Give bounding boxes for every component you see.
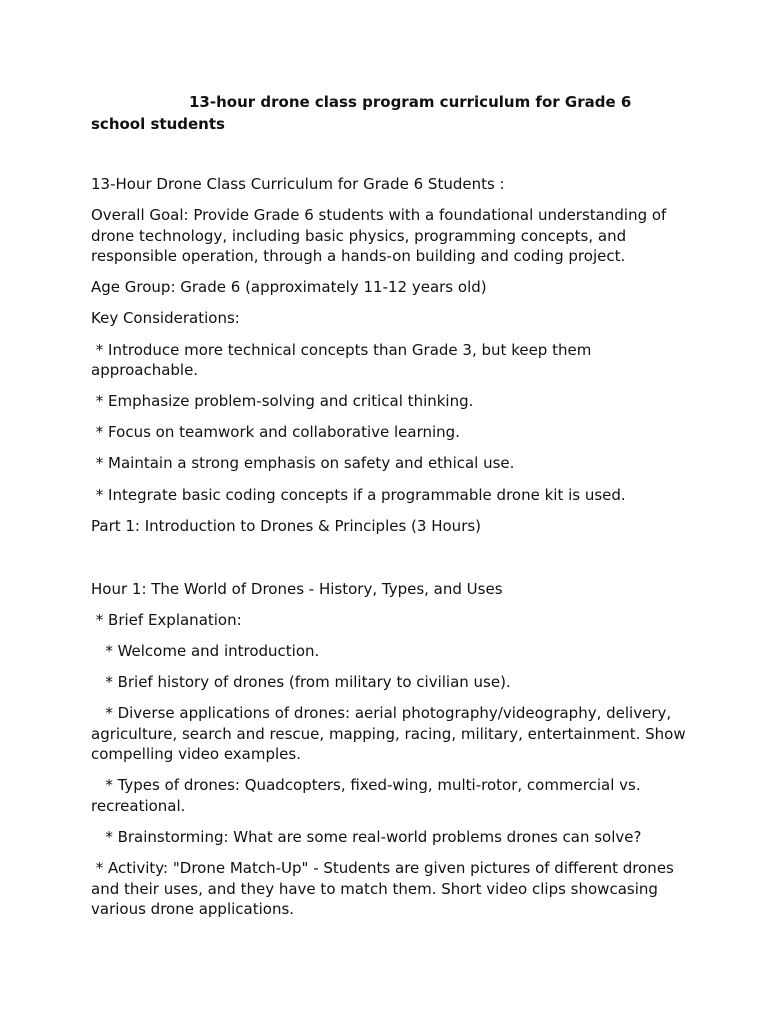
list-item: * Emphasize problem-solving and critical thinking. xyxy=(91,392,474,411)
paragraph: Overall Goal: Provide Grade 6 students with a foundational understanding of drone technology, including basic physics, programming concepts, and responsible operation, through a hands-on building and coding project. xyxy=(91,206,672,266)
section-spacer xyxy=(91,547,691,579)
document-title xyxy=(91,91,691,135)
document-body xyxy=(91,174,691,930)
paragraph: Age Group: Grade 6 (approximately 11-12 years old) xyxy=(91,278,487,297)
list-item: * Types of drones: Quadcopters, fixed-wing, multi-rotor, commercial vs. recreational. xyxy=(91,776,646,815)
list-item: * Integrate basic coding concepts if a programmable drone kit is used. xyxy=(91,485,626,504)
list-item: * Diverse applications of drones: aerial photography/videography, delivery, agriculture, search and rescue, mapping, racing, military, entertainment. Show compelling video examples. xyxy=(91,704,691,764)
section-heading: Part 1: Introduction to Drones & Principles (3 Hours) xyxy=(91,516,482,535)
subsection-heading: Hour 1: The World of Drones - History, Types, and Uses xyxy=(91,579,503,598)
paragraph: Key Considerations: xyxy=(91,309,240,328)
list-item: * Focus on teamwork and collaborative learning. xyxy=(91,423,460,442)
list-item: * Brief history of drones (from military to civilian use). xyxy=(91,673,511,691)
list-item: * Brief Explanation: xyxy=(91,610,242,629)
list-item: * Brainstorming: What are some real-world problems drones can solve? xyxy=(91,828,642,847)
title-line-2: school students xyxy=(91,115,225,133)
paragraph: 13-Hour Drone Class Curriculum for Grade 6 Students : xyxy=(91,175,505,193)
title-line-1: 13-hour drone class program curriculum for Grade 6 xyxy=(189,93,632,111)
list-item: * Introduce more technical concepts than Grade 3, but keep them approachable. xyxy=(91,340,597,380)
list-item: * Maintain a strong emphasis on safety and ethical use. xyxy=(91,454,515,473)
list-item: * Activity: "Drone Match-Up" - Students are given pictures of different drones and their uses, and they have to match them. Short video clips showcasing various drone applications. xyxy=(91,859,679,919)
list-item: * Welcome and introduction. xyxy=(91,641,320,660)
